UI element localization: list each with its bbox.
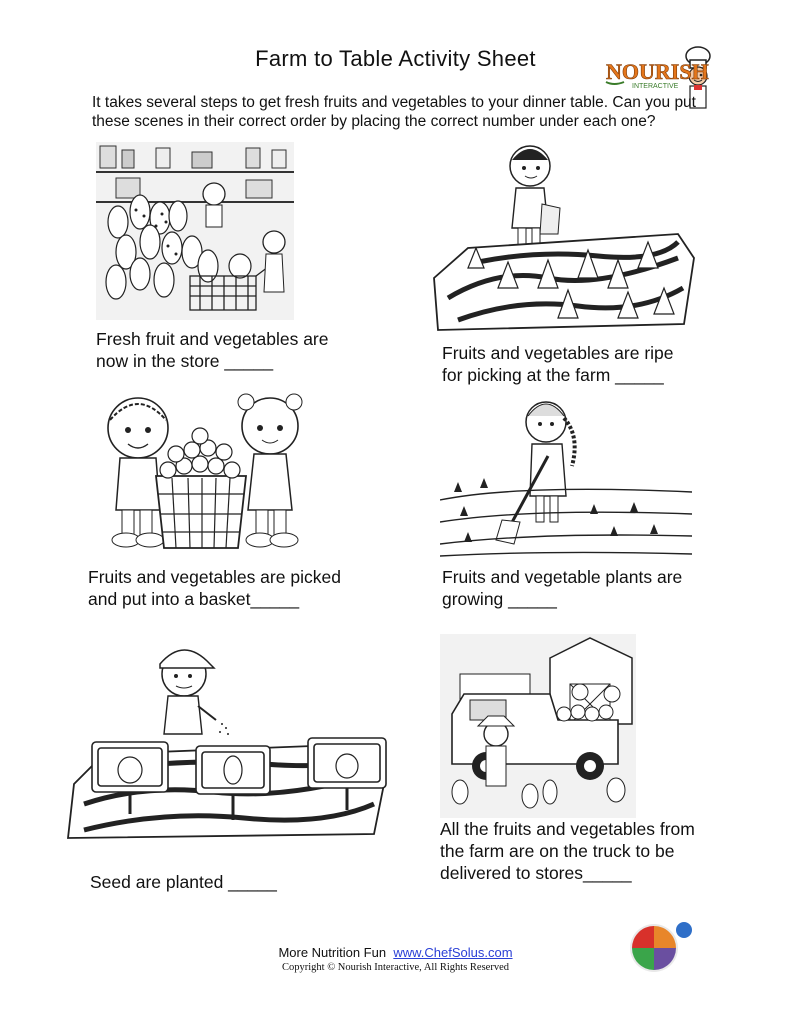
caption-planted: Seed are planted _____ (90, 872, 277, 892)
farm-truck-illustration (440, 634, 636, 818)
svg-text:NOURISH: NOURISH (606, 59, 709, 84)
page-title: Farm to Table Activity Sheet (255, 46, 536, 71)
boy-planting-illustration (64, 634, 394, 844)
caption-picked: Fruits and vegetables are picked and put into a basket_____ (88, 567, 341, 609)
caption-ripe: Fruits and vegetables are ripe for picking at the farm _____ (442, 343, 674, 385)
caption-store: Fresh fruit and vegetables are now in the store _____ (96, 329, 329, 371)
girl-hoeing-illustration (440, 396, 692, 560)
caption-truck: All the fruits and vegetables from the farm are on the truck to be delivered to stores_____ (440, 819, 695, 883)
kids-basket-illustration (96, 390, 310, 554)
svg-text:INTERACTIVE: INTERACTIVE (632, 83, 679, 90)
instructions: It takes several steps to get fresh fruits and vegetables to your dinner table. Can you put these scenes in their correct order by placing the correct number under each one? (92, 94, 696, 130)
grocery-store-illustration (96, 142, 294, 320)
footer-line (0, 945, 791, 960)
caption-growing: Fruits and vegetable plants are growing _____ (442, 567, 683, 609)
girl-picking-illustration (428, 138, 698, 334)
chefsolus-link[interactable]: www.ChefSolus.com (393, 945, 513, 960)
footer-prefix: More Nutrition Fun (278, 945, 387, 960)
copyright-notice: Copyright © Nourish Interactive, All Rights Reserved (282, 962, 509, 973)
